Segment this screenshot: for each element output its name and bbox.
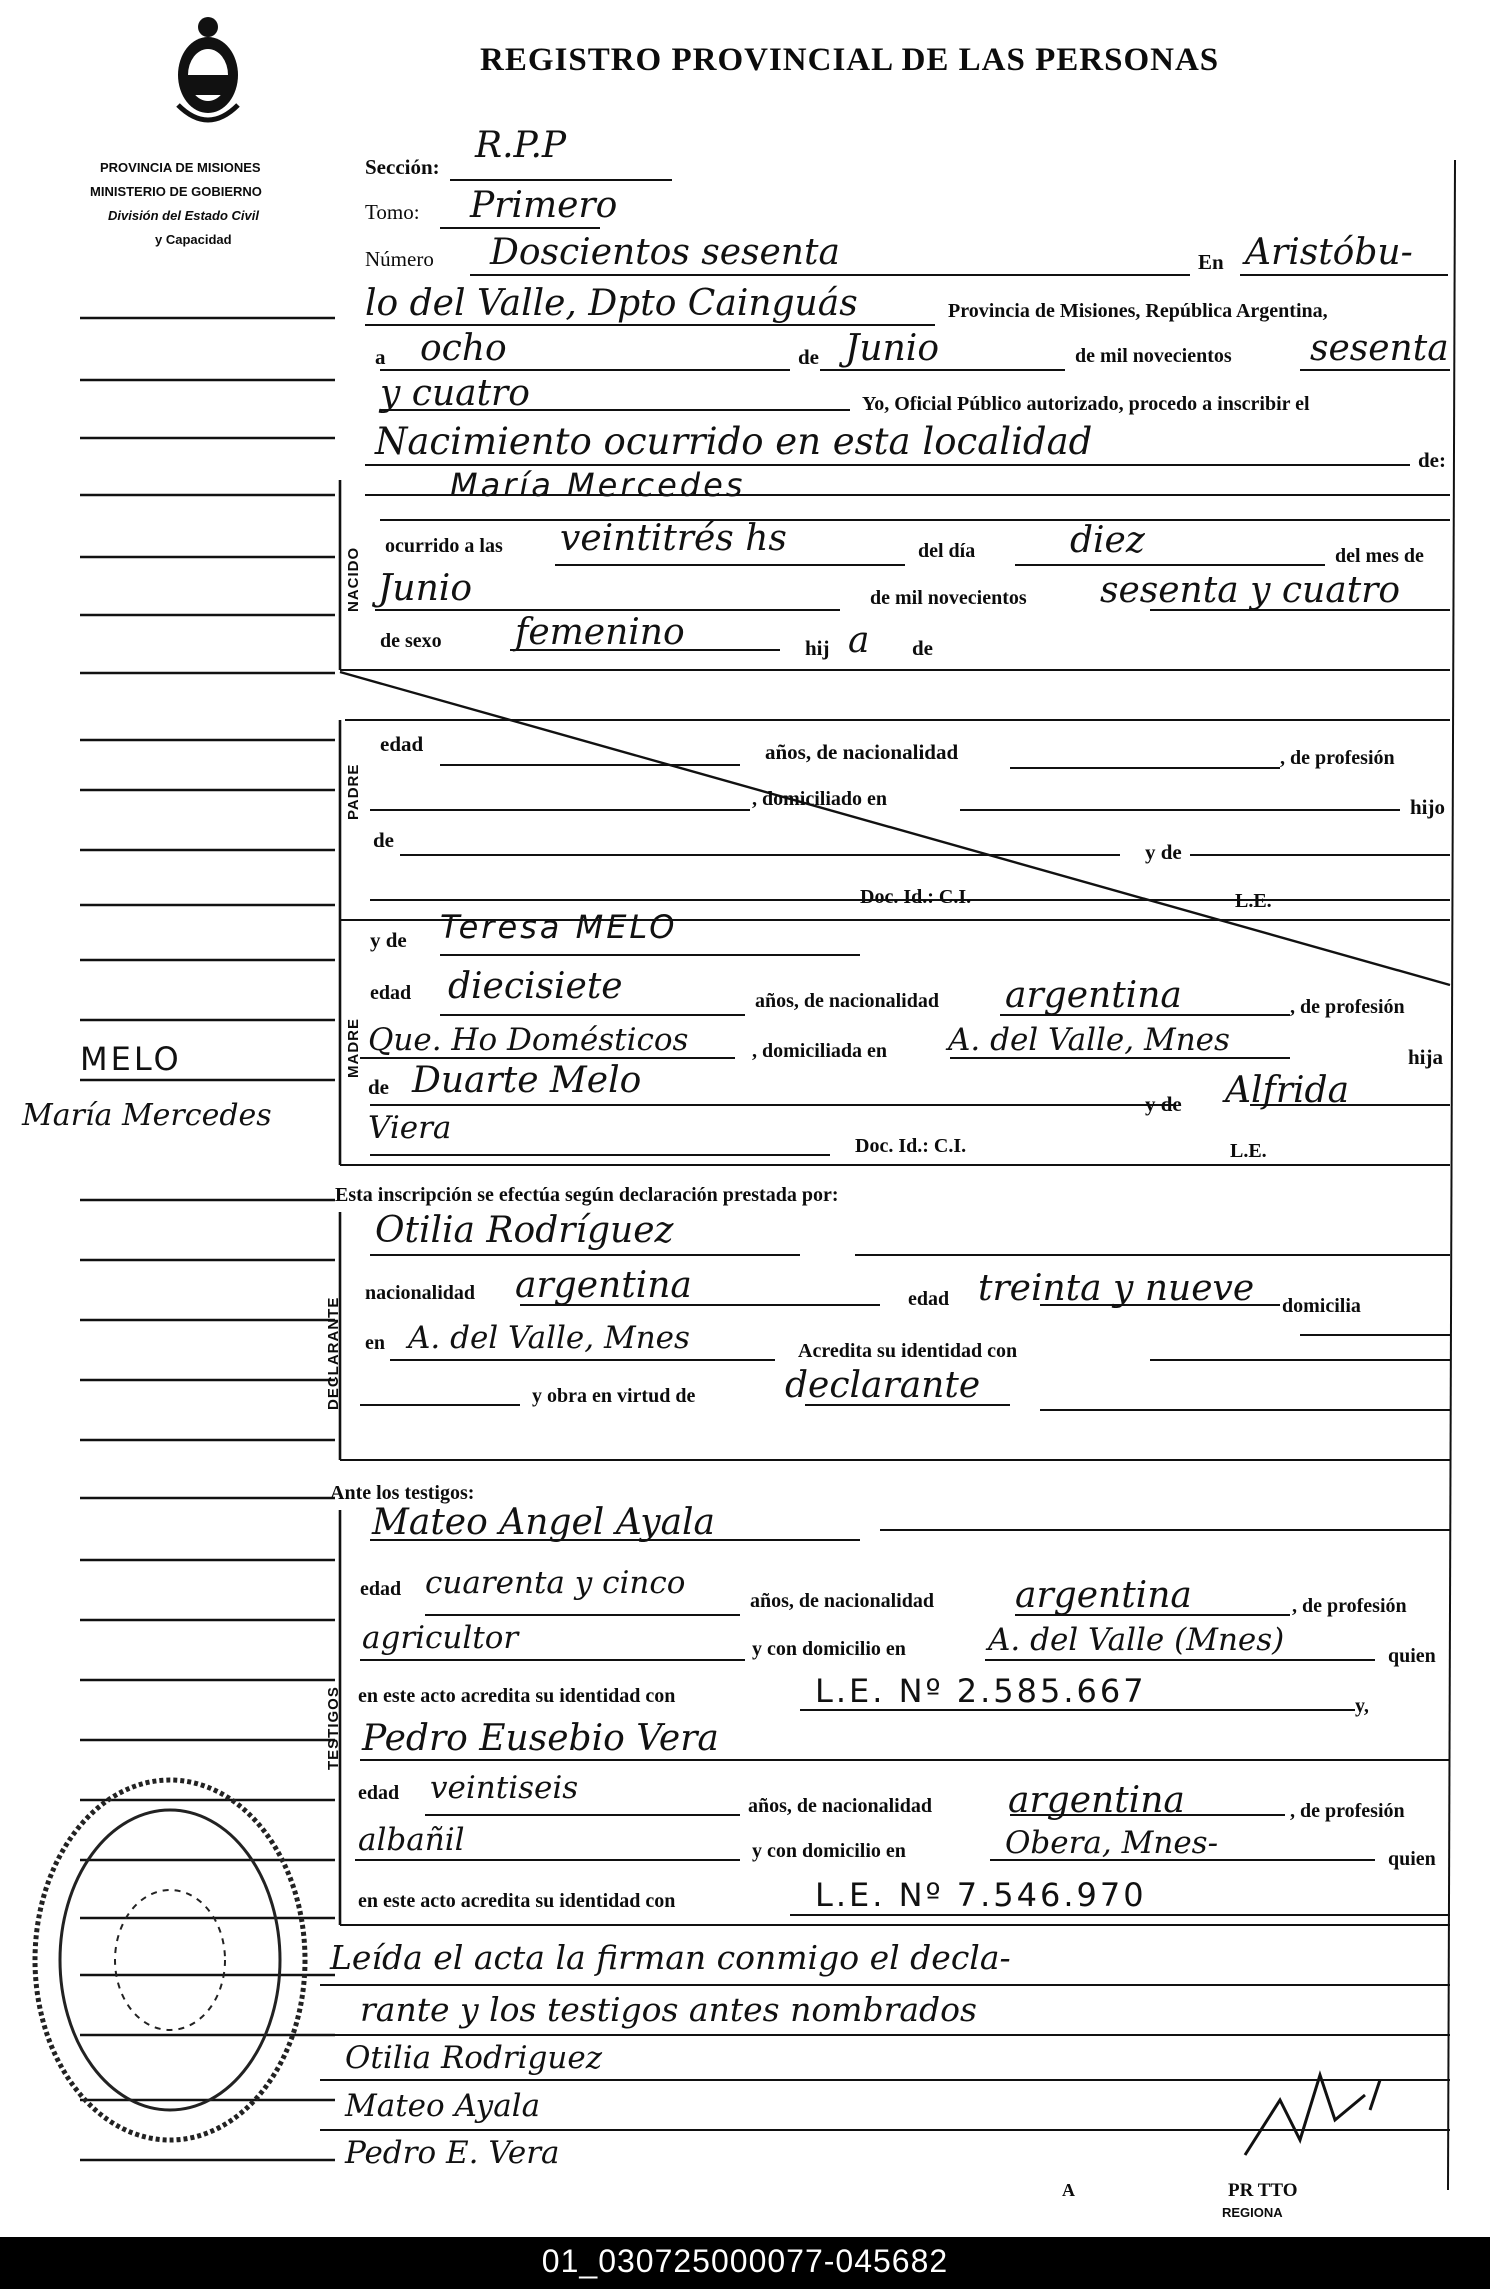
signature-declarante: Otilia Rodriguez <box>345 2040 603 2076</box>
label-con-domicilio-t1: y con domicilio en <box>752 1638 906 1660</box>
label-edad-t2: edad <box>358 1782 400 1804</box>
value-madre-prof: Que. Ho Domésticos <box>368 1022 689 1058</box>
label-en: En <box>1198 250 1224 274</box>
side-label-testigos: TESTIGOS <box>325 1686 342 1770</box>
document-title: REGISTRO PROVINCIAL DE LAS PERSONAS <box>480 42 1220 78</box>
value-madre-padre: Duarte Melo <box>412 1060 642 1101</box>
signature-testigo-1: Mateo Ayala <box>345 2088 541 2124</box>
label-domicilia: domicilia <box>1282 1295 1361 1317</box>
label-profesion-madre: , de profesión <box>1290 996 1405 1018</box>
value-t2-nac: argentina <box>1008 1780 1185 1821</box>
label-doc-madre: Doc. Id.: C.I. <box>855 1135 967 1157</box>
value-anio-inscripcion: sesenta <box>1310 328 1449 369</box>
side-label-declarante: DECLARANTE <box>325 1296 342 1410</box>
value-dia: diez <box>1070 520 1145 561</box>
margin-surname: MELO <box>80 1040 182 1078</box>
value-hij-suffix: a <box>848 620 870 661</box>
label-tomo: Tomo: <box>365 200 420 224</box>
value-t1-nombre: Mateo Angel Ayala <box>372 1502 716 1543</box>
value-t1-prof: agricultor <box>362 1620 519 1656</box>
label-hija: hija <box>1408 1045 1444 1069</box>
label-de2: de <box>912 636 933 660</box>
agency-line-4: y Capacidad <box>155 232 232 247</box>
value-anio-nac: sesenta y cuatro <box>1100 570 1401 611</box>
value-numero: Doscientos sesenta <box>490 232 840 273</box>
value-en: Aristóbu- <box>1245 232 1413 273</box>
signature-scribble <box>1245 2075 1365 2155</box>
label-seccion: Sección: <box>365 155 440 179</box>
official-seal <box>35 1780 305 2140</box>
coat-of-arms-icon <box>178 17 238 120</box>
label-le-padre: L.E. <box>1235 890 1272 912</box>
value-decl-edad: treinta y nueve <box>978 1268 1255 1309</box>
label-ante: Ante los testigos: <box>330 1482 475 1504</box>
label-oficial: Yo, Oficial Público autorizado, procedo a inscribir el <box>862 393 1310 415</box>
label-anos-nac-madre: años, de nacionalidad <box>755 990 939 1012</box>
value-madre-dom: A. del Valle, Mnes <box>948 1022 1230 1058</box>
stamp-mark-regional: REGIONA <box>1222 2205 1283 2220</box>
value-madre-nombre: Teresa MELO <box>440 908 678 946</box>
label-doc-padre: Doc. Id.: C.I. <box>860 886 972 908</box>
value-t1-edad: cuarenta y cinco <box>425 1565 686 1601</box>
label-de-mil2: de mil novecientos <box>870 587 1027 609</box>
value-en-cont: lo del Valle, Dpto Cainguás <box>365 283 858 324</box>
value-declarante: Otilia Rodríguez <box>375 1210 674 1251</box>
label-anos-nac-t1: años, de nacionalidad <box>750 1590 934 1612</box>
value-t2-doc: L.E. Nº 7.546.970 <box>815 1876 1147 1914</box>
label-y-de-madre: y de <box>370 928 407 952</box>
label-en-decl: en <box>365 1332 385 1354</box>
value-t1-dom: A. del Valle (Mnes) <box>988 1622 1285 1658</box>
label-profesion-padre: , de profesión <box>1280 747 1395 769</box>
label-de-padre: de <box>373 828 394 852</box>
closing-line-1: Leída el acta la firman conmigo el decla- <box>330 1938 1011 1977</box>
closing-line-2: rante y los testigos antes nombrados <box>360 1990 977 2029</box>
label-hij: hij <box>805 636 830 660</box>
label-provincia: Provincia de Misiones, República Argentina, <box>948 300 1328 322</box>
label-nacionalidad-decl: nacionalidad <box>365 1282 476 1304</box>
value-t2-dom: Obera, Mnes- <box>1005 1825 1219 1861</box>
side-label-nacido: NACIDO <box>345 546 362 612</box>
value-tomo: Primero <box>470 185 618 226</box>
value-decl-nac: argentina <box>515 1265 692 1306</box>
value-dia-inscripcion: ocho <box>420 328 507 369</box>
value-t2-prof: albañil <box>358 1822 465 1858</box>
stamp-mark-protto: PR TTO <box>1228 2180 1298 2201</box>
label-ocurrido: ocurrido a las <box>385 535 503 557</box>
value-acto: Nacimiento ocurrido en esta localidad <box>375 420 1093 463</box>
label-obra: y obra en virtud de <box>532 1385 696 1407</box>
label-acredita: Acredita su identidad con <box>798 1340 1018 1362</box>
label-de-colon: de: <box>1418 448 1446 472</box>
value-madre-edad: diecisiete <box>448 966 623 1007</box>
agency-line-3: División del Estado Civil <box>108 208 259 223</box>
label-en-este-acto-t1: en este acto acredita su identidad con <box>358 1685 676 1707</box>
label-anos-nac-t2: años, de nacionalidad <box>748 1795 932 1817</box>
value-madre-madre: Alfrida <box>1225 1070 1350 1111</box>
value-decl-virtud: declarante <box>785 1365 981 1406</box>
value-mes-inscripcion: Junio <box>845 328 939 369</box>
label-anos-nac-padre: años, de nacionalidad <box>765 740 959 764</box>
value-t1-nac: argentina <box>1015 1575 1192 1616</box>
value-t1-doc: L.E. Nº 2.585.667 <box>815 1672 1147 1710</box>
value-madre-nac: argentina <box>1005 975 1182 1016</box>
side-label-madre: MADRE <box>345 1018 362 1078</box>
label-con-domicilio-t2: y con domicilio en <box>752 1840 906 1862</box>
label-inscripcion: Esta inscripción se efectúa según declaración prestada por: <box>335 1184 839 1206</box>
stamp-mark-a: A <box>1062 2180 1075 2200</box>
label-del-dia: del día <box>918 540 976 562</box>
value-t2-nombre: Pedro Eusebio Vera <box>362 1718 719 1759</box>
label-domiciliado: , domiciliado en <box>752 788 888 810</box>
label-de-madre: de <box>368 1075 389 1099</box>
label-edad-decl: edad <box>908 1288 950 1310</box>
label-profesion-t2: , de profesión <box>1290 1800 1405 1822</box>
label-profesion-t1: , de profesión <box>1292 1595 1407 1617</box>
label-de-mil: de mil novecientos <box>1075 345 1232 367</box>
signature-testigo-2: Pedro E. Vera <box>345 2135 560 2171</box>
label-edad-padre: edad <box>380 732 424 756</box>
label-numero: Número <box>365 247 434 271</box>
label-y-de-padre: y de <box>1145 840 1182 864</box>
label-y-comma: y, <box>1355 1695 1369 1717</box>
label-edad-madre: edad <box>370 982 412 1004</box>
value-madre-madre-ap: Viera <box>368 1110 452 1146</box>
value-decl-dom: A. del Valle, Mnes <box>408 1320 690 1356</box>
label-a: a <box>375 345 386 369</box>
label-del-mes: del mes de <box>1335 545 1424 567</box>
value-nombre: María Mercedes <box>450 466 746 504</box>
label-edad-t1: edad <box>360 1578 402 1600</box>
label-de-sexo: de sexo <box>380 630 442 652</box>
label-y-de-madre-2: y de <box>1145 1092 1182 1116</box>
label-quien-t2: quien <box>1388 1848 1436 1870</box>
margin-given-name: María Mercedes <box>22 1098 272 1133</box>
label-le-madre: L.E. <box>1230 1140 1267 1162</box>
value-sexo: femenino <box>515 612 685 653</box>
agency-line-1: PROVINCIA DE MISIONES <box>100 160 261 175</box>
label-hijo: hijo <box>1410 795 1446 819</box>
label-domiciliada: , domiciliada en <box>752 1040 888 1062</box>
value-seccion: R.P.P <box>475 125 567 166</box>
agency-line-2: MINISTERIO DE GOBIERNO <box>90 184 262 199</box>
value-hora: veintitrés hs <box>560 518 787 559</box>
value-mes-nac: Junio <box>378 568 472 609</box>
label-quien-t1: quien <box>1388 1645 1436 1667</box>
footer-code: 01_030725000077-045682 <box>541 2243 949 2279</box>
value-anio-cont: y cuatro <box>380 373 530 414</box>
label-en-este-acto-t2: en este acto acredita su identidad con <box>358 1890 676 1912</box>
side-label-padre: PADRE <box>345 763 362 820</box>
label-de: de <box>798 345 819 369</box>
value-t2-edad: veintiseis <box>430 1770 579 1806</box>
